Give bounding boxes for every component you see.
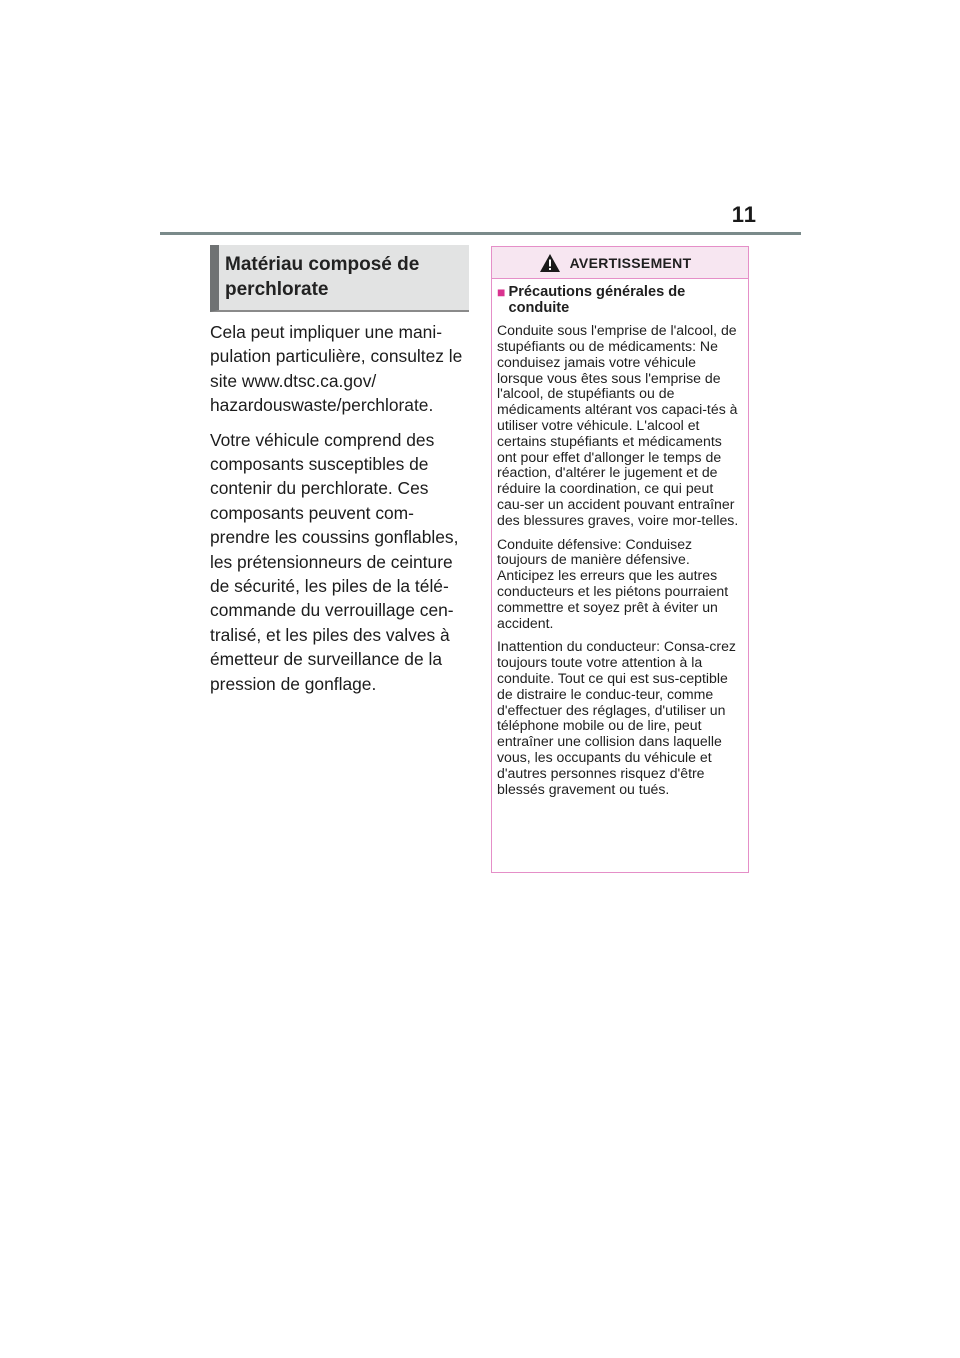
warning-title: AVERTISSEMENT (569, 254, 692, 271)
page-number: 11 (731, 202, 757, 227)
body-paragraph-2: Votre véhicule comprend des composants susceptibles de contenir du perchlorate. Ces composants peuvent com-prendre les coussins gonflables, les prétensionneurs de ceinture de sécurité, les piles de la télé-commande du verrouillage cen-tralisé, et les piles des valves à émetteur de surveillance de la pression de gonflage. (210, 429, 459, 694)
warning-paragraph-3: Inattention du conducteur: Consa-crez toujours toute votre attention à la conduite. Tout ce qui est sus-ceptible de distraire le conduc-teur, comme d'effectuer des réglages, d'utiliser un téléphone mobile ou de lire, peut entraîner une collision dans laquelle vous, les occupants du véhicule et d'autres personnes risquez d'être blessés gravement ou tués. (497, 638, 736, 797)
warning-subheading (497, 285, 743, 316)
warning-paragraph-1: Conduite sous l'emprise de l'alcool, de stupéfiants ou de médicaments: Ne conduisez jamais votre véhicule lorsque vous êtes sous l'emprise de l'alcool, de stupéfiants ou de médicaments altérant vos capaci-tés à utiliser votre véhicule. L'alcool et certains stupéfiants et médicaments ont pour effet d'allonger le temps de réaction, d'altérer le jugement et de réduire la coordination, ce qui peut cau-ser un accident pouvant entraîner des blessures graves, voire mor-telles. (497, 322, 739, 528)
perchlorate-section (210, 245, 469, 696)
body-paragraph-1: Cela peut impliquer une mani-pulation particulière, consultez le site www.dtsc.ca.gov/ hazardouswaste/perchlorate. (210, 322, 463, 416)
warning-subheading-text: Précautions générales de conduite (508, 284, 686, 316)
square-bullet-icon: ■ (497, 284, 506, 300)
header-rule (160, 232, 801, 235)
warning-body (492, 279, 748, 797)
warning-box (491, 246, 749, 873)
warning-paragraph-2: Conduite défensive: Conduisez toujours de manière défensive. Anticipez les erreurs que les autres conducteurs et les piétons pourraient commettre et soyez prêt à éviter un accident. (497, 535, 729, 631)
warning-header (492, 247, 748, 279)
warning-triangle-icon (539, 253, 561, 273)
section-heading: Matériau composé de perchlorate (210, 245, 469, 312)
